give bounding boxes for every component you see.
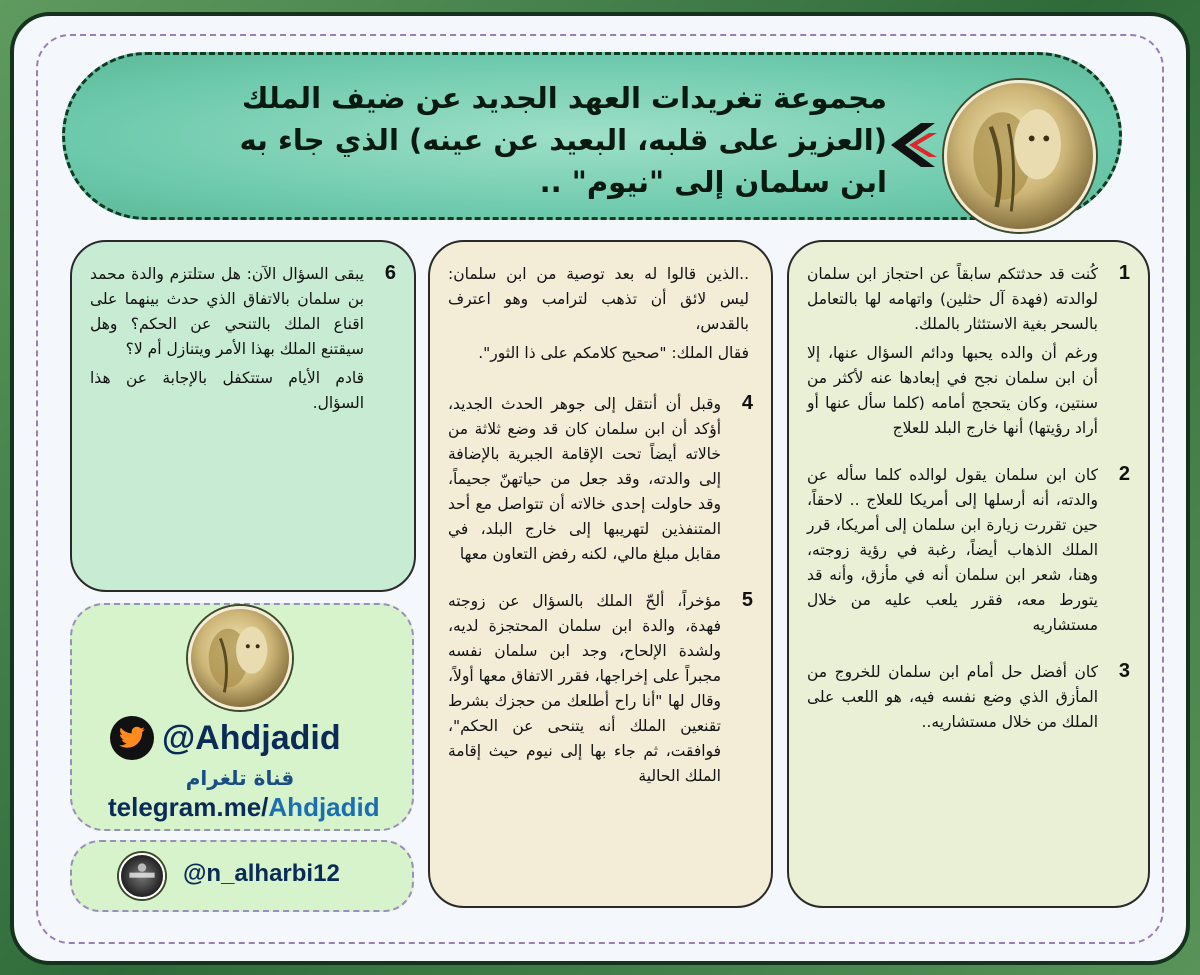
item-number: 5	[741, 589, 753, 611]
item-paragraph: يبقى السؤال الآن: هل ستلتزم والدة محمد بن سلمان بالاتفاق الذي حدث بينهما على اقناع الملك بالتنحي عن الحكم؟ وهل سيقتنع الملك بهذا الأمر ويتنازل أم لا؟	[90, 265, 364, 358]
twitter-handle: @Ahdjadid	[162, 718, 341, 757]
column-middle	[428, 240, 773, 908]
telegram-url-prefix: telegram.me/	[108, 792, 269, 822]
item-number: 6	[384, 262, 396, 284]
page-title	[107, 77, 887, 203]
item-number: 2	[1118, 463, 1130, 485]
item-number: 1	[1118, 262, 1130, 284]
tweet-item	[448, 392, 753, 567]
column-left	[70, 240, 416, 592]
author-handle[interactable]: @n_alharbi12	[183, 860, 340, 887]
item-paragraph: وقبل أن أنتقل إلى جوهر الحدث الجديد، أؤكد أن ابن سلمان كان قد وضع ثلاثة من خالاته أيضاً تحت الإقامة الجبرية بالإضافة إلى والدته، وقد جعل من حياتهنّ جحيماً، وقد حاولت إحدى خالاته أن تتواصل مع أحد المتنفذين لتهريبها إلى خارج البلد، في مقابل مبلغ مالي، لكنه رفض التعاون معها	[448, 395, 721, 563]
telegram-link[interactable]	[108, 792, 380, 823]
tweet-item	[807, 463, 1130, 638]
item-number: 3	[1118, 660, 1130, 682]
intro-paragraph: فقال الملك: "صحيح كلامكم على ذا الثور".	[478, 344, 749, 362]
item-paragraph: كُنت قد حدثتكم سابقاً عن احتجاز ابن سلمان لوالدته (فهدة آل حثلين) واتهامه لها بالتعامل بالسحر بغية الاستئثار بالملك.	[807, 265, 1098, 333]
telegram-url-handle: Ahdjadid	[268, 792, 380, 822]
continuation-text	[448, 262, 749, 366]
title-line-2: (العزيز على قلبه، البعيد عن عينه) الذي جاء به	[239, 123, 887, 157]
intro-paragraph: ..الذين قالوا له بعد توصية من ابن سلمان: ليس لائق أن تذهب لترامب وهو اعترف بالقدس،	[448, 265, 749, 333]
author-avatar-icon	[119, 853, 165, 899]
tweet-item	[448, 589, 753, 789]
item-paragraph: كان أفضل حل أمام ابن سلمان للخروج من المأزق الذي وضع نفسه فيه، هو اللعب على الملك من خلال مستشاريه..	[807, 663, 1098, 731]
twitter-icon	[110, 716, 154, 760]
item-paragraph: مؤخراً، ألحّ الملك بالسؤال عن زوجته فهدة، والدة ابن سلمان المحتجزة لديه، ولشدة الإلحاح، وجد ابن سلمان نفسه مجبراً على إخراجها، فقرر الاتفاق معها أولاً، وقال لها "أنا راح أطلعك من حجزك بشرط تقنعين الملك أنه يتنحى عن الحكم"، فوافقت، ثم جاء بها إلى نيوم حيث إقامة الملك الحالية	[448, 592, 721, 785]
tweet-item	[807, 262, 1130, 441]
column-right	[787, 240, 1150, 908]
chevron-left-icon	[887, 119, 939, 171]
item-paragraph: ورغم أن والده يحبها ودائم السؤال عنها، إلا أن ابن سلمان نجح في إبعادها عنه لأكثر من سنتين، وكان يتحجج أمامه (كلما سأل عنها أو أراد رؤيتها) أنها خارج البلد للعلاج	[807, 344, 1098, 437]
telegram-label: قناة تلغرام	[185, 766, 295, 790]
title-line-1: مجموعة تغريدات العهد الجديد عن ضيف الملك	[241, 81, 887, 115]
item-paragraph: قادم الأيام ستتكفل بالإجابة عن هذا السؤال.	[90, 369, 364, 412]
tweet-item	[90, 262, 396, 416]
tweet-item	[807, 660, 1130, 735]
twitter-link[interactable]	[110, 716, 341, 760]
item-number: 4	[741, 392, 753, 414]
profile-avatar-icon	[944, 80, 1096, 232]
item-paragraph: كان ابن سلمان يقول لوالده كلما سأله عن والدته، أنه أرسلها إلى أمريكا للعلاج .. لاحقاً، حين تقررت زيارة ابن سلمان إلى أمريكا، قرر الملك الذهاب أيضاً، رغبة في رؤية زوجته، وهنا، شعر ابن سلمان أنه في مأزق، وأنه قد يتورط معه، فقرر يلعب عليه من خلال مستشاريه	[807, 466, 1098, 634]
title-line-3: ابن سلمان إلى "نيوم" ..	[539, 165, 887, 199]
channel-avatar-icon	[188, 606, 292, 710]
